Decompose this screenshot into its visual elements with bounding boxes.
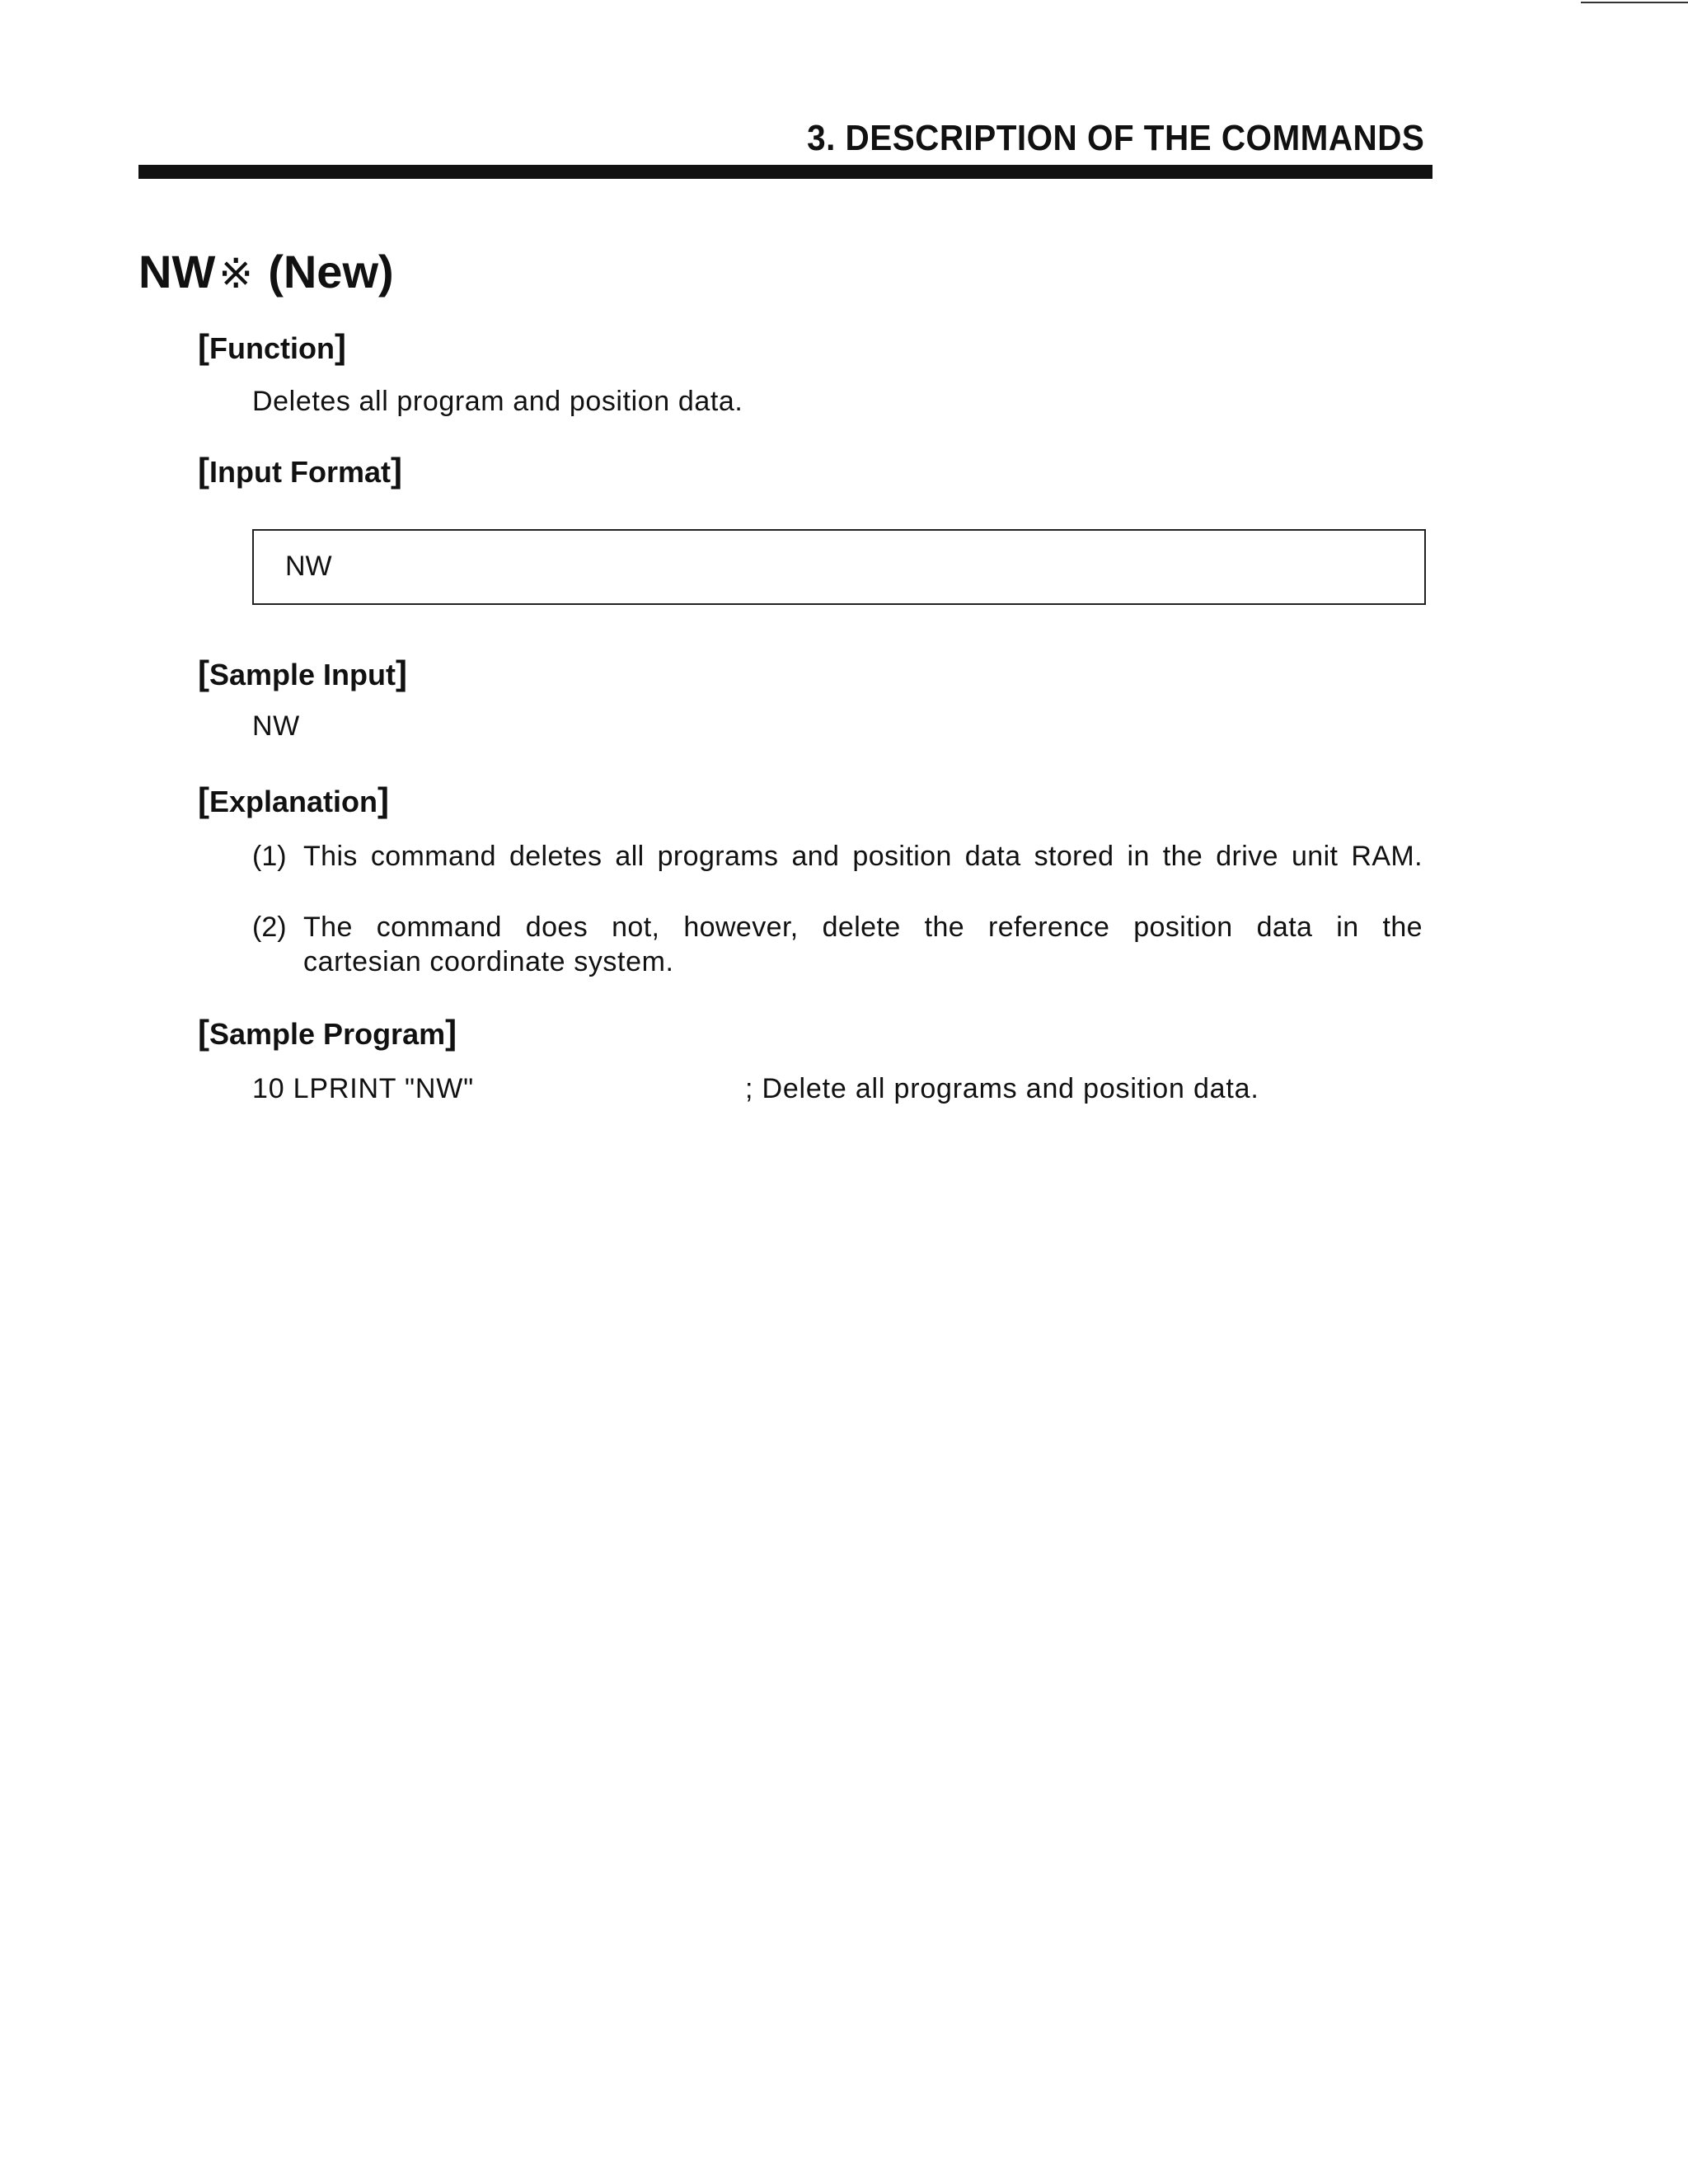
input-format-text: NW	[285, 551, 332, 582]
header-rule	[138, 165, 1432, 179]
sample-program-comment: ; Delete all programs and position data.	[745, 1073, 1259, 1104]
section-label-text: Function	[209, 331, 335, 365]
item-text-line-2: cartesian coordinate system.	[303, 946, 674, 977]
section-label-text: Input Format	[209, 455, 391, 489]
chapter-header	[140, 114, 1431, 163]
item-text-line-1: The command does not, however, delete the reference position data in the	[303, 912, 1423, 943]
section-label-sample-program	[198, 1012, 457, 1055]
section-label-input-format	[198, 450, 402, 493]
command-title	[138, 239, 394, 307]
section-label-explanation	[198, 780, 389, 823]
bracket-close: ]	[377, 780, 390, 819]
function-text: Deletes all program and position data.	[252, 386, 743, 417]
explanation-item	[252, 839, 1423, 874]
top-edge-rule	[1581, 2, 1688, 3]
bracket-close: ]	[396, 654, 408, 692]
chapter-title: 3. DESCRIPTION OF THE COMMANDS	[806, 118, 1424, 158]
reference-mark-icon: ※	[218, 251, 254, 297]
section-label-function	[198, 326, 346, 369]
bracket-close: ]	[334, 327, 346, 366]
command-title-suffix: (New)	[268, 246, 394, 298]
sample-program-code: 10 LPRINT "NW"	[252, 1073, 474, 1104]
bracket-open: [	[198, 451, 209, 490]
item-number: (2)	[252, 912, 287, 943]
bracket-open: [	[198, 1013, 209, 1052]
explanation-item	[252, 910, 1423, 979]
input-format-box	[252, 529, 1426, 605]
item-number: (1)	[252, 841, 287, 872]
command-name: NW	[138, 246, 216, 298]
bracket-close: ]	[390, 451, 402, 490]
section-label-text: Explanation	[209, 785, 378, 818]
section-label-text: Sample Input	[209, 658, 396, 691]
section-label-sample-input	[198, 653, 407, 696]
section-label-text: Sample Program	[209, 1017, 446, 1051]
bracket-open: [	[198, 780, 209, 819]
bracket-open: [	[198, 327, 209, 366]
item-text: This command deletes all programs and position data stored in the drive unit RAM.	[303, 841, 1423, 872]
bracket-close: ]	[445, 1013, 457, 1052]
bracket-open: [	[198, 654, 209, 692]
sample-input-text: NW	[252, 710, 300, 742]
